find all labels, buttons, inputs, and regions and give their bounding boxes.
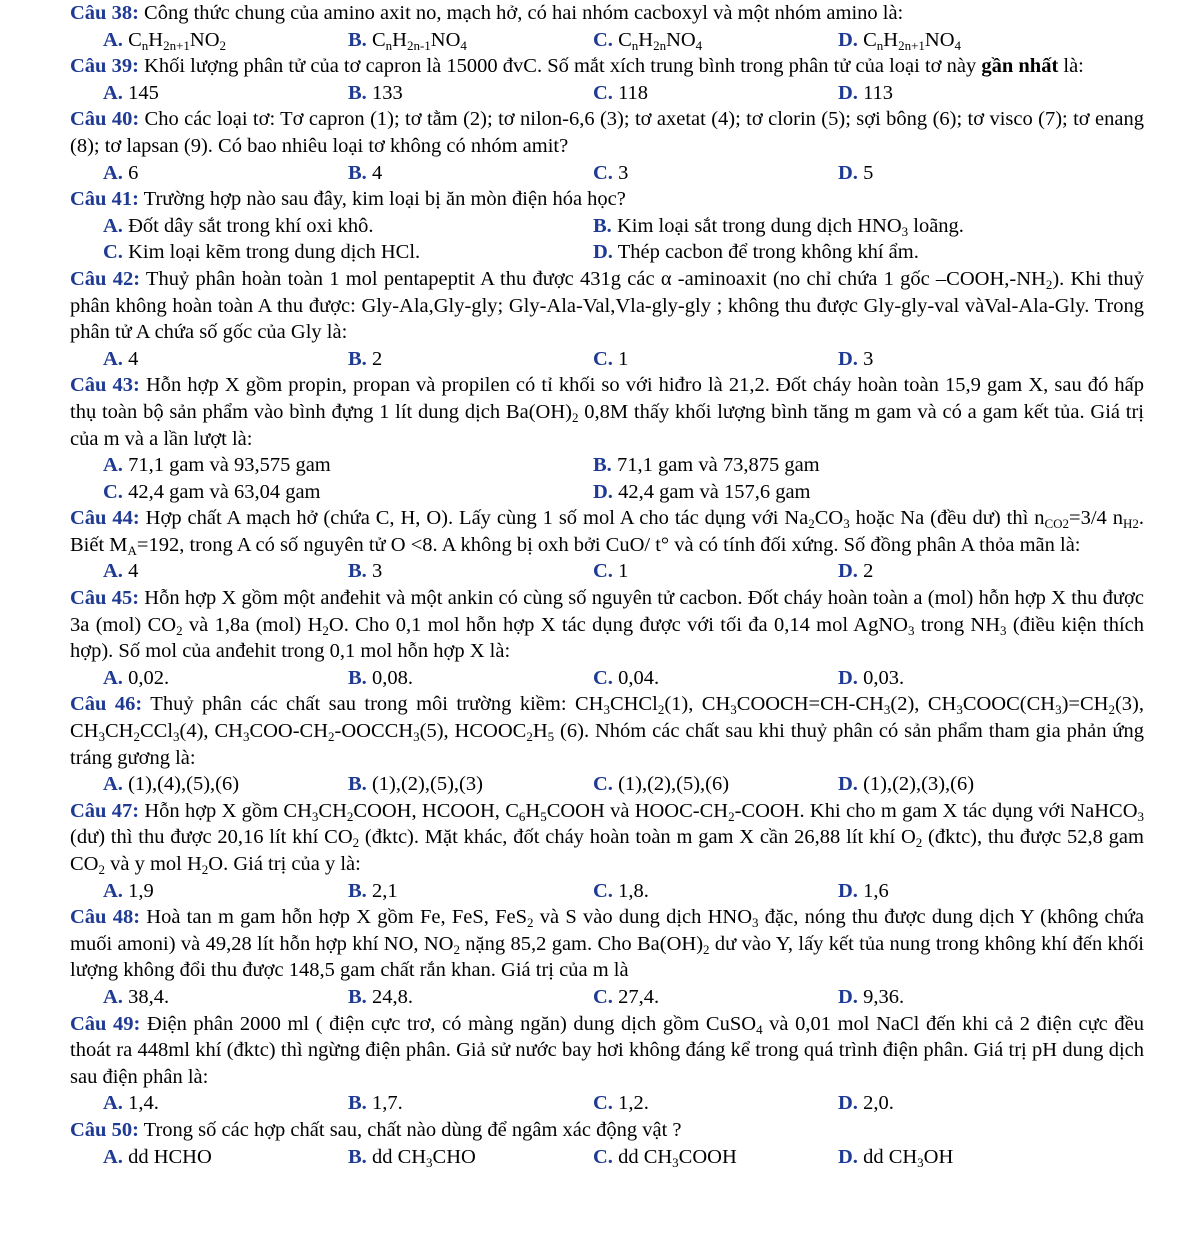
- question-block: [70, 186, 1144, 266]
- answer-options: [70, 346, 1144, 373]
- option-text: 133: [366, 81, 403, 104]
- option-text: 42,4 gam và 157,6 gam: [612, 480, 811, 503]
- answer-option: [348, 1090, 593, 1117]
- option-text: 0,03.: [857, 666, 905, 689]
- option-letter: B.: [348, 879, 367, 902]
- question-block: [70, 1117, 1144, 1170]
- question-label: Câu 42:: [70, 267, 141, 290]
- option-text: 1,6: [857, 879, 889, 902]
- option-letter: C.: [593, 28, 613, 51]
- question-text: Trong số các hợp chất sau, chất nào dùng để ngâm xác động vật ?: [138, 1118, 682, 1141]
- option-letter: A.: [103, 773, 123, 796]
- option-letter: D.: [838, 1092, 858, 1115]
- option-letter: C.: [593, 560, 613, 583]
- answer-option: [838, 665, 1083, 692]
- option-text: 2,1: [366, 879, 398, 902]
- option-letter: B.: [348, 773, 367, 796]
- question-label: Câu 50:: [70, 1118, 139, 1141]
- option-text: 1,4.: [122, 1092, 159, 1115]
- question-stem: [70, 505, 1144, 558]
- answer-option: [838, 80, 1083, 107]
- answer-option: [348, 984, 593, 1011]
- answer-options: [70, 984, 1144, 1011]
- question-text: Hoà tan m gam hỗn hợp X gồm Fe, FeS, FeS$_2$ và S vào dung dịch $HNO_3$ đặc, nóng thu được dung dịch Y (không chứa muối amoni) và 49,28 lít hỗn hợp khí NO, $NO_2$ nặng 85,2 gam. Cho $Ba(OH)_2$ dư vào Y, lấy kết tủa nung trong không khí đến khối lượng không đổi thu được 148,5 gam chất rắn khan. Giá trị của m là: [70, 906, 1145, 982]
- answer-option: [593, 771, 838, 798]
- answer-option: [838, 1090, 1083, 1117]
- question-block: [70, 53, 1144, 106]
- question-text: Cho các loại tơ: Tơ capron (1); tơ tằm (2); tơ nilon-6,6 (3); tơ axetat (4); tơ clorin (5); sợi bông (6); tơ visco (7); tơ enang (8); tơ lapsan (9). Có bao nhiêu loại tơ không có nhóm amit?: [70, 108, 1144, 157]
- answer-option: [348, 1144, 593, 1171]
- option-text: 0,02.: [122, 666, 170, 689]
- answer-option: [593, 558, 838, 585]
- option-text: (1),(2),(5),(6): [612, 773, 730, 796]
- answer-option: [838, 27, 1083, 54]
- answer-option: [103, 558, 348, 585]
- option-letter: D.: [838, 347, 858, 370]
- answer-option: [103, 213, 593, 240]
- answer-option: [348, 346, 593, 373]
- question-label: Câu 40:: [70, 108, 140, 131]
- answer-options: [70, 27, 1144, 54]
- answer-option: [838, 878, 1083, 905]
- option-letter: A.: [103, 1092, 123, 1115]
- option-text: Thép cacbon để trong không khí ẩm.: [612, 241, 919, 264]
- answer-option: [103, 984, 348, 1011]
- answer-option: [593, 27, 838, 54]
- option-letter: C.: [593, 666, 613, 689]
- answer-option: [103, 452, 593, 479]
- option-letter: A.: [103, 560, 123, 583]
- answer-options: [70, 213, 1144, 266]
- option-letter: B.: [348, 1092, 367, 1115]
- answer-option: [348, 80, 593, 107]
- question-text: Khối lượng phân tử của tơ capron là 15000 đvC. Số mắt xích trung bình trong phân tử của loại tơ này gần nhất là:: [138, 55, 1084, 78]
- option-text: 2: [857, 560, 874, 583]
- option-text: 118: [612, 81, 649, 104]
- answer-options: [70, 1090, 1144, 1117]
- option-letter: C.: [593, 347, 613, 370]
- option-letter: A.: [103, 28, 123, 51]
- option-letter: B.: [348, 28, 367, 51]
- option-text: $C_nH_{2n}NO_4$: [612, 28, 703, 53]
- answer-option: [838, 1144, 1083, 1171]
- question-block: [70, 904, 1144, 1010]
- question-block: [70, 1011, 1144, 1117]
- option-letter: B.: [348, 560, 367, 583]
- option-text: 6: [122, 161, 139, 184]
- option-letter: A.: [103, 454, 123, 477]
- answer-option: [103, 27, 348, 54]
- answer-option: [838, 346, 1083, 373]
- option-letter: C.: [593, 161, 613, 184]
- option-text: 2,0.: [857, 1092, 894, 1115]
- option-letter: D.: [593, 480, 613, 503]
- option-text: 4: [122, 347, 139, 370]
- question-text: Hỗn hợp X gồm propin, propan và propilen có tỉ khối so với hiđro là 21,2. Đốt cháy hoàn toàn 15,9 gam X, sau đó hấp thụ toàn bộ sản phẩm vào bình đựng 1 lít dung dịch $Ba(OH)_2$ 0,8M thấy khối lượng bình tăng m gam và có a gam kết tủa. Giá trị của m và a lần lượt là:: [70, 374, 1145, 450]
- question-block: [70, 106, 1144, 186]
- question-label: Câu 47:: [70, 799, 140, 822]
- question-label: Câu 41:: [70, 188, 139, 211]
- option-text: 3: [857, 347, 874, 370]
- option-text: 0,04.: [612, 666, 660, 689]
- option-text: (1),(4),(5),(6): [122, 773, 240, 796]
- answer-option: [593, 1090, 838, 1117]
- option-text: dd HCHO: [122, 1145, 212, 1168]
- option-letter: B.: [348, 1145, 367, 1168]
- answer-options: [70, 452, 1144, 505]
- option-letter: D.: [838, 81, 858, 104]
- answer-option: [838, 160, 1083, 187]
- option-letter: A.: [103, 347, 123, 370]
- question-stem: [70, 1117, 1144, 1144]
- option-text: (1),(2),(5),(3): [366, 773, 483, 796]
- option-text: Đốt dây sắt trong khí oxi khô.: [122, 214, 374, 237]
- option-letter: D.: [838, 773, 858, 796]
- option-letter: D.: [838, 28, 858, 51]
- question-text: Thuỷ phân các chất sau trong môi trường kiềm: $CH_3CHCl_2(1)$, $CH_3COOCH=CH-CH_3(2)$, $CH_3COOC(CH_3)=CH_2(3)$, $CH_3CH_2CCl_3(4)$, $CH_3COO-CH_2-OOCCH_3(5)$, $HCOOC_2H_5$ (6). Nhóm các chất sau khi thuỷ phân có sản phẩm tham gia phản ứng tráng gương là:: [70, 693, 1144, 769]
- option-text: 38,4.: [122, 985, 170, 1008]
- answer-option: [593, 984, 838, 1011]
- option-letter: B.: [348, 81, 367, 104]
- question-label: Câu 49:: [70, 1012, 141, 1035]
- question-stem: [70, 0, 1144, 27]
- answer-option: [348, 771, 593, 798]
- answer-option: [593, 479, 1083, 506]
- option-letter: D.: [838, 560, 858, 583]
- option-letter: D.: [838, 879, 858, 902]
- answer-options: [70, 878, 1144, 905]
- question-block: [70, 505, 1144, 585]
- option-letter: C.: [593, 985, 613, 1008]
- option-text: dd $CH_3CHO$: [366, 1145, 476, 1170]
- answer-option: [348, 665, 593, 692]
- option-letter: A.: [103, 666, 123, 689]
- question-block: [70, 691, 1144, 797]
- option-letter: C.: [593, 1145, 613, 1168]
- option-letter: B.: [348, 161, 367, 184]
- option-text: 0,08.: [366, 666, 413, 689]
- option-text: 2: [366, 347, 383, 370]
- option-letter: D.: [838, 666, 858, 689]
- answer-option: [593, 239, 1083, 266]
- option-text: dd $CH_3OH$: [857, 1145, 954, 1170]
- option-letter: A.: [103, 985, 123, 1008]
- option-text: 1,9: [122, 879, 154, 902]
- question-text: Hợp chất A mạch hở (chứa C, H, O). Lấy cùng 1 số mol A cho tác dụng với $Na_2CO_3$ hoặc Na (đều dư) thì $n_{CO2}=3/4$ $n_{H2}$. Biết $M_A=192$, trong A có số nguyên tử O <8. A không bị oxh bởi CuO/ t° và có tính đối xứng. Số đồng phân A thỏa mãn là:: [70, 507, 1144, 558]
- option-text: 1,8.: [612, 879, 649, 902]
- answer-options: [70, 160, 1144, 187]
- question-label: Câu 38:: [70, 2, 139, 24]
- question-text: Hỗn hợp X gồm một anđehit và một ankin có cùng số nguyên tử cacbon. Đốt cháy hoàn toàn a (mol) hỗn hợp X thu được 3a (mol) $CO_2$ và 1,8a (mol) $H_2O$. Cho 0,1 mol hỗn hợp X tác dụng được với tối đa 0,14 mol AgNO$_3$ trong $NH_3$ (điều kiện thích hợp). Số mol của anđehit trong 0,1 mol hỗn hợp X là:: [70, 587, 1145, 663]
- option-text: 3: [366, 560, 383, 583]
- question-text: Điện phân 2000 ml ( điện cực trơ, có màng ngăn) dung dịch gồm CuSO$_4$ và 0,01 mol NaCl đến khi cả 2 điện cực đều thoát ra 448ml khí (đktc) thì ngừng điện phân. Giả sử nước bay hơi không đáng kể trong quá trình điện phân. Giá trị pH dung dịch sau điện phân là:: [70, 1012, 1144, 1088]
- answer-option: [103, 80, 348, 107]
- answer-option: [593, 80, 838, 107]
- option-text: dd $CH_3COOH$: [612, 1145, 737, 1170]
- question-stem: [70, 904, 1144, 984]
- option-letter: A.: [103, 161, 123, 184]
- question-text: Trường hợp nào sau đây, kim loại bị ăn mòn điện hóa học?: [138, 188, 626, 211]
- option-text: 3: [612, 161, 629, 184]
- option-text: 145: [122, 81, 159, 104]
- answer-option: [103, 1144, 348, 1171]
- question-stem: [70, 585, 1144, 665]
- question-label: Câu 45:: [70, 587, 140, 610]
- question-text: Hỗn hợp X gồm $CH_3CH_2COOH$, HCOOH, $C_6H_5COOH$ và HOOC-$CH_2$-COOH. Khi cho m gam X tác dụng với NaHCO$_3$ (dư) thì thu được 20,16 lít khí $CO_2$ (đktc). Mặt khác, đốt cháy hoàn toàn m gam X cần 26,88 lít khí $O_2$ (đktc), thu được 52,8 gam $CO_2$ và y mol $H_2O$. Giá trị của y là:: [70, 799, 1144, 877]
- question-block: [70, 585, 1144, 691]
- question-text: Thuỷ phân hoàn toàn 1 mol pentapeptit A thu được 431g các α -aminoaxit (no chỉ chứa 1 gốc $-COOH,-NH_2$). Khi thuỷ phân không hoàn toàn A thu được: Gly-Ala,Gly-gly; Gly-Ala-Val,Vla-gly-gly ; không thu được Gly-gly-val vàVal-Ala-Gly. Trong phân tử A chứa số gốc của Gly là:: [70, 267, 1144, 344]
- question-label: Câu 44:: [70, 507, 140, 530]
- answer-option: [593, 213, 1083, 240]
- option-text: 24,8.: [366, 985, 413, 1008]
- question-stem: [70, 53, 1144, 80]
- question-stem: [70, 691, 1144, 771]
- question-block: [70, 798, 1144, 904]
- option-text: 4: [366, 161, 383, 184]
- option-letter: D.: [838, 161, 858, 184]
- option-text: Kim loại kẽm trong dung dịch HCl.: [122, 241, 421, 264]
- answer-option: [593, 346, 838, 373]
- question-block: [70, 372, 1144, 505]
- option-text: 9,36.: [857, 985, 905, 1008]
- option-letter: A.: [103, 879, 123, 902]
- answer-option: [838, 771, 1083, 798]
- answer-option: [103, 771, 348, 798]
- answer-option: [103, 346, 348, 373]
- option-text: $C_nH_{2n+1}NO_2$: [122, 28, 227, 53]
- option-letter: B.: [593, 214, 612, 237]
- option-letter: B.: [593, 454, 612, 477]
- option-text: $C_nH_{2n-1}NO_4$: [366, 28, 467, 53]
- option-letter: B.: [348, 666, 367, 689]
- option-letter: C.: [593, 773, 613, 796]
- option-text: 27,4.: [612, 985, 660, 1008]
- answer-option: [103, 479, 593, 506]
- answer-option: [103, 1090, 348, 1117]
- answer-option: [103, 239, 593, 266]
- option-letter: C.: [103, 241, 123, 264]
- answer-option: [348, 160, 593, 187]
- question-text: Công thức chung của amino axit no, mạch hở, có hai nhóm cacboxyl và một nhóm amino là:: [138, 2, 904, 24]
- option-text: 42,4 gam và 63,04 gam: [122, 480, 321, 503]
- answer-options: [70, 771, 1144, 798]
- option-letter: B.: [348, 347, 367, 370]
- answer-option: [103, 160, 348, 187]
- answer-option: [593, 1144, 838, 1171]
- answer-option: [348, 878, 593, 905]
- answer-option: [348, 558, 593, 585]
- option-text: 5: [857, 161, 874, 184]
- answer-option: [593, 160, 838, 187]
- option-letter: A.: [103, 81, 123, 104]
- answer-option: [593, 665, 838, 692]
- option-text: 1,7.: [366, 1092, 403, 1115]
- option-letter: A.: [103, 1145, 123, 1168]
- option-letter: A.: [103, 214, 123, 237]
- answer-options: [70, 558, 1144, 585]
- answer-option: [103, 878, 348, 905]
- option-letter: B.: [348, 985, 367, 1008]
- answer-option: [593, 878, 838, 905]
- option-text: 71,1 gam và 93,575 gam: [122, 454, 331, 477]
- question-block: [70, 266, 1144, 372]
- option-letter: C.: [593, 1092, 613, 1115]
- answer-option: [838, 984, 1083, 1011]
- option-letter: D.: [838, 1145, 858, 1168]
- option-letter: D.: [838, 985, 858, 1008]
- answer-option: [103, 665, 348, 692]
- option-text: 4: [122, 560, 139, 583]
- answer-options: [70, 665, 1144, 692]
- question-stem: [70, 186, 1144, 213]
- answer-options: [70, 1144, 1144, 1171]
- answer-option: [348, 27, 593, 54]
- question-block: [70, 0, 1144, 53]
- option-text: 113: [857, 81, 894, 104]
- question-stem: [70, 798, 1144, 878]
- option-text: 71,1 gam và 73,875 gam: [611, 454, 820, 477]
- question-stem: [70, 1011, 1144, 1091]
- option-text: 1,2.: [612, 1092, 649, 1115]
- question-label: Câu 48:: [70, 906, 141, 929]
- question-stem: [70, 106, 1144, 159]
- option-text: (1),(2),(3),(6): [857, 773, 975, 796]
- option-text: $C_nH_{2n+1}NO_4$: [857, 28, 962, 53]
- option-text: Kim loại sắt trong dung dịch $HNO_3$ loãng.: [611, 214, 964, 239]
- question-label: Câu 46:: [70, 693, 143, 716]
- option-letter: D.: [593, 241, 613, 264]
- option-letter: C.: [593, 879, 613, 902]
- option-text: 1: [612, 347, 629, 370]
- answer-options: [70, 80, 1144, 107]
- option-text: 1: [612, 560, 629, 583]
- question-label: Câu 39:: [70, 55, 139, 78]
- question-stem: [70, 372, 1144, 452]
- question-stem: [70, 266, 1144, 346]
- option-letter: C.: [103, 480, 123, 503]
- answer-option: [838, 558, 1083, 585]
- answer-option: [593, 452, 1083, 479]
- question-label: Câu 43:: [70, 374, 140, 397]
- option-letter: C.: [593, 81, 613, 104]
